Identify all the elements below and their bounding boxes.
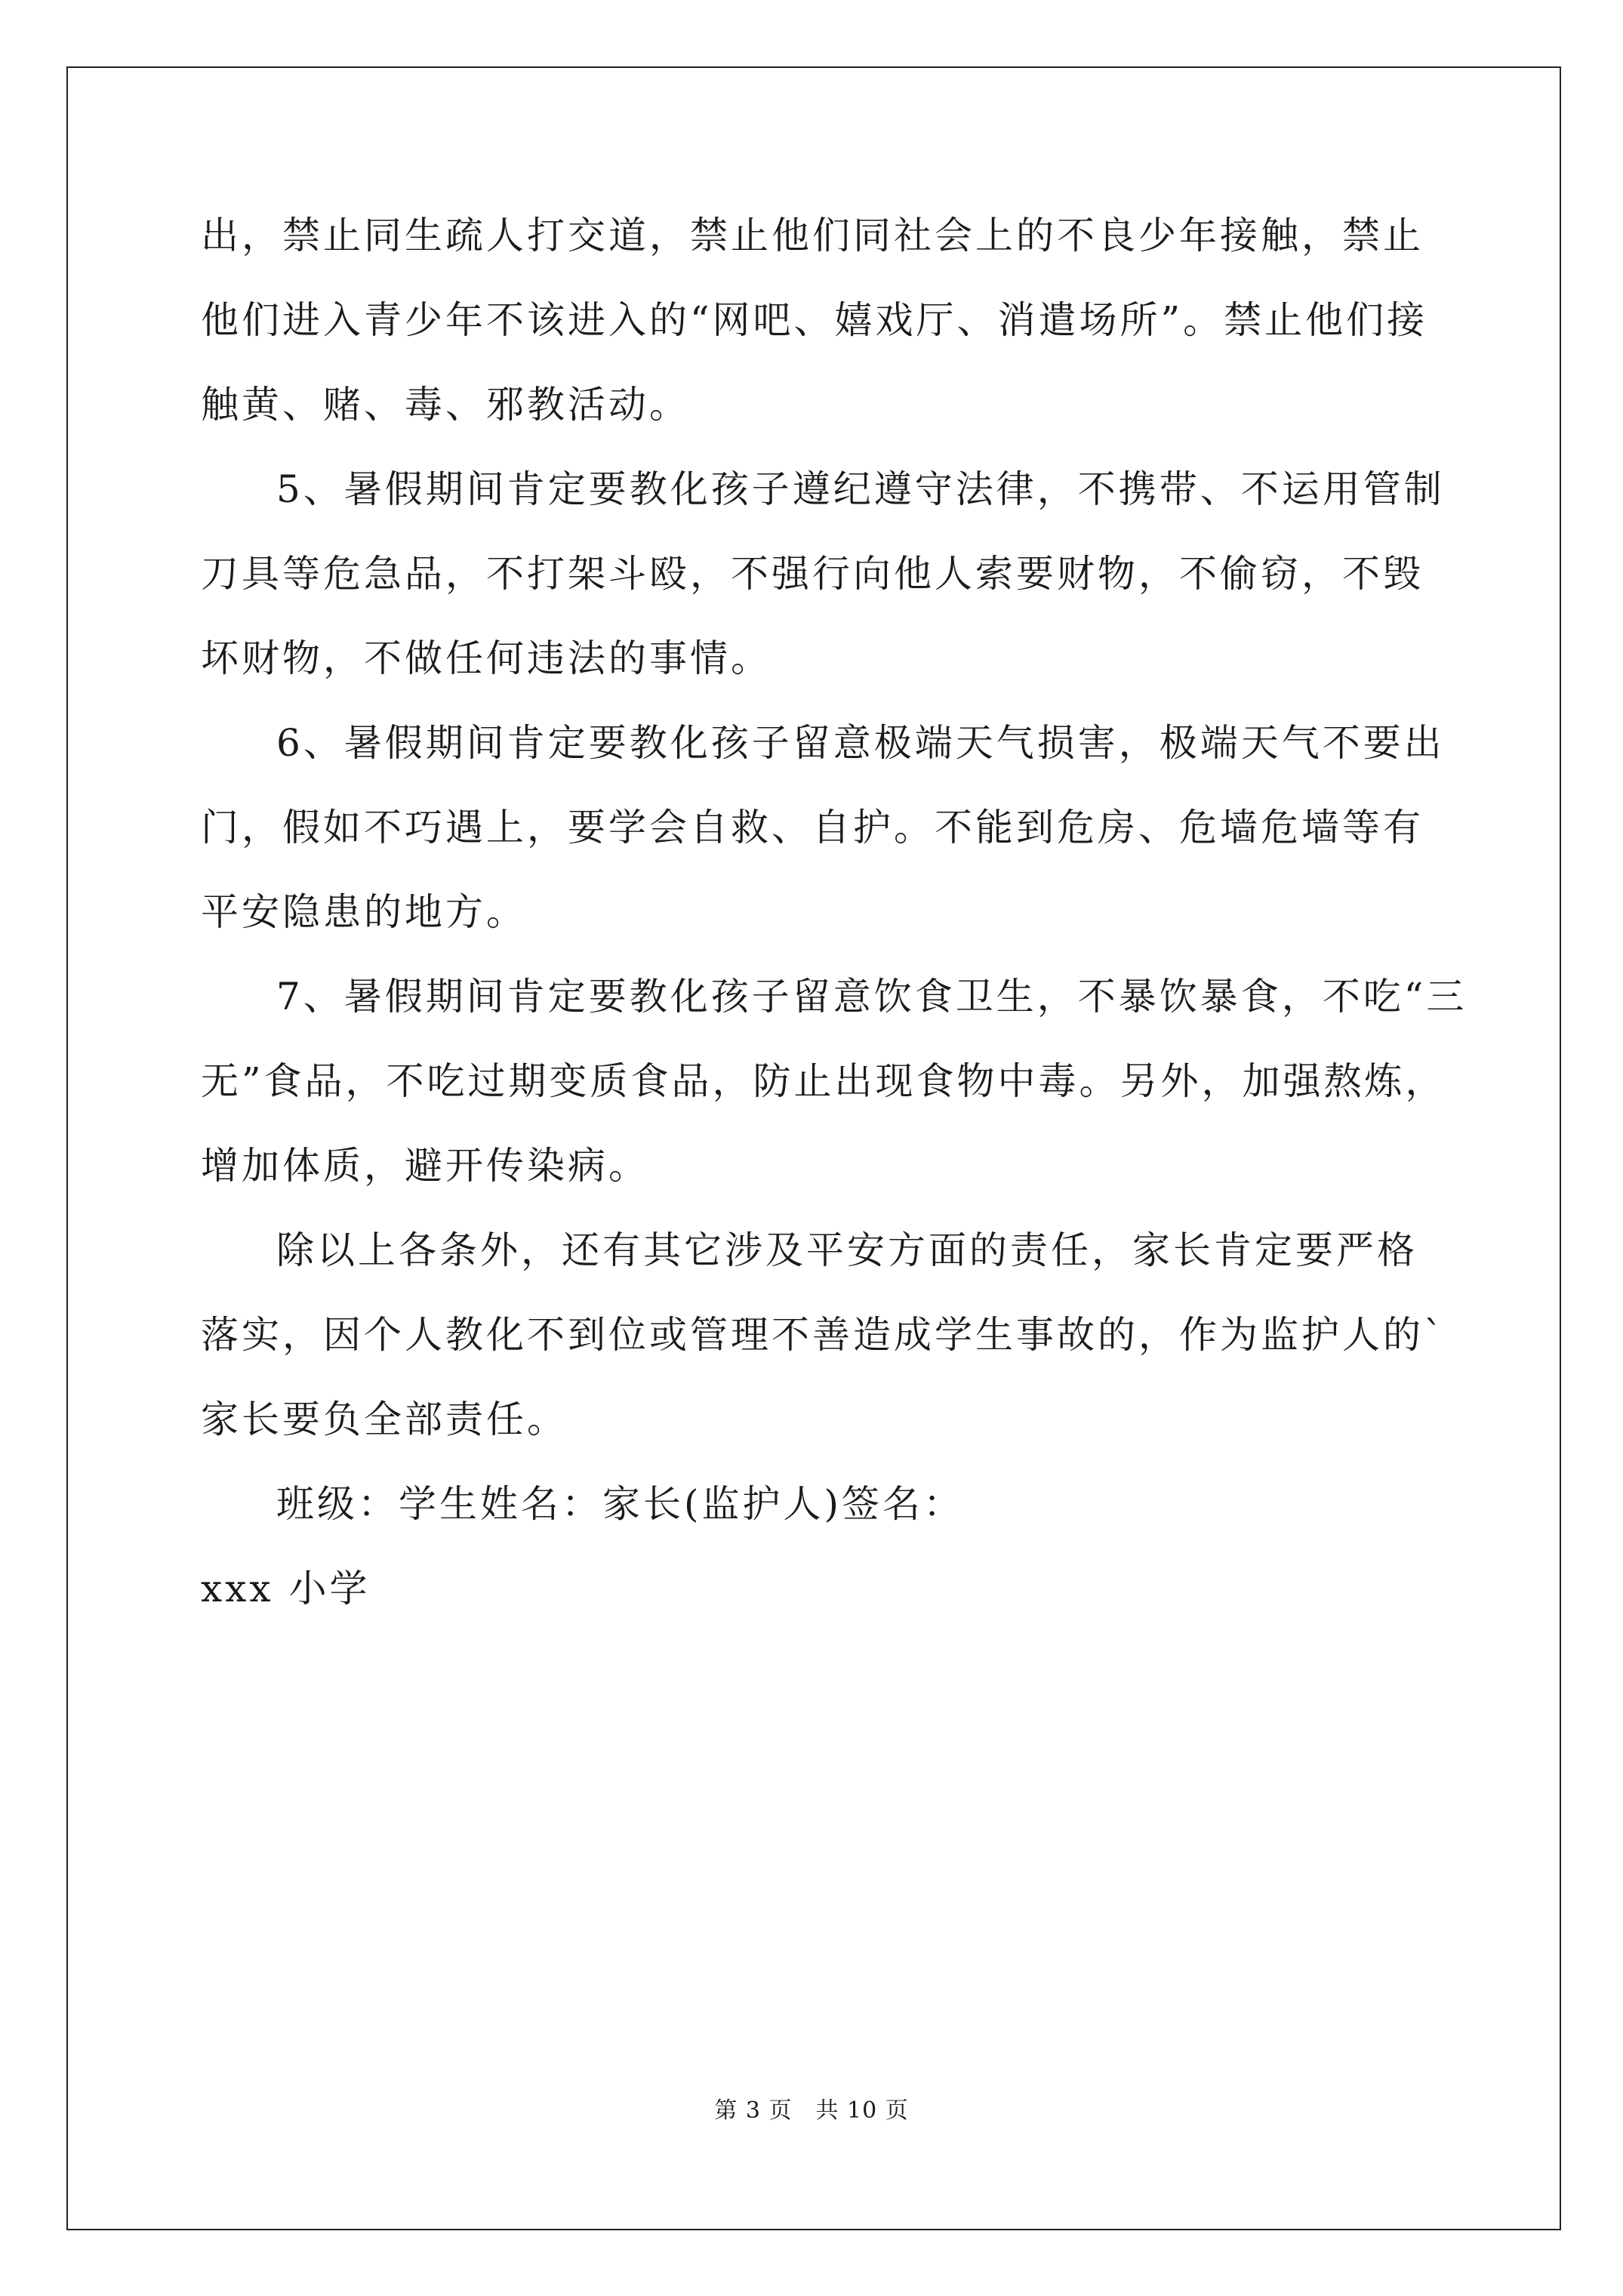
text-line: 他们进入青少年不该进入的“网吧、嬉戏厅、消遣场所”。禁止他们接 <box>201 298 1428 342</box>
text-line: 增加体质，避开传染病。 <box>201 1144 649 1188</box>
school-name: xxx 小学 <box>201 1567 371 1610</box>
paragraph-start-line: 除以上各条外，还有其它涉及平安方面的责任，家长肯定要严格 <box>276 1228 1418 1272</box>
text-line: 家长要负全部责任。 <box>201 1398 568 1441</box>
text-line: 平安隐患的地方。 <box>201 890 527 934</box>
text-line: 出，禁止同生疏人打交道，禁止他们同社会上的不良少年接触，禁止 <box>201 214 1424 257</box>
text-line: 落实，因个人教化不到位或管理不善造成学生事故的，作为监护人的` <box>201 1313 1446 1357</box>
signature-line: 班级：学生姓名：家长(监护人)签名： <box>276 1482 965 1526</box>
page-number: 第 3 页 共 10 页 <box>714 2097 909 2124</box>
text-line: 触黄、赌、毒、邪教活动。 <box>201 383 690 427</box>
paragraph-start-line: 6、暑假期间肯定要教化孩子留意极端天气损害，极端天气不要出 <box>276 721 1445 765</box>
text-line: 无”食品，不吃过期变质食品，防止出现食物中毒。另外，加强熬炼， <box>201 1059 1446 1103</box>
text-line: 刀具等危急品，不打架斗殴，不强行向他人索要财物，不偷窃，不毁 <box>201 552 1424 596</box>
text-line: 坏财物，不做任何违法的事情。 <box>201 636 771 680</box>
text-line: 门，假如不巧遇上，要学会自救、自护。不能到危房、危墙危墙等有 <box>201 806 1424 849</box>
paragraph-start-line: 7、暑假期间肯定要教化孩子留意饮食卫生，不暴饮暴食，不吃“三 <box>276 975 1467 1019</box>
paragraph-start-line: 5、暑假期间肯定要教化孩子遵纪遵守法律，不携带、不运用管制 <box>276 467 1445 511</box>
